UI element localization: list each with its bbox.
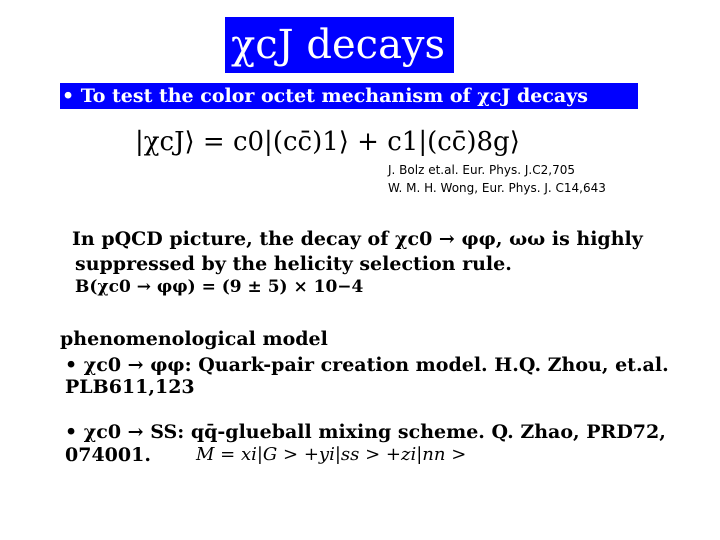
model-heading: phenomenological model [60, 328, 328, 350]
bullet-1-line-2: PLB611,123 [65, 376, 195, 398]
bullet-2-line-1: • χc0 → SS: qq̄-glueball mixing scheme. Q. Zhao, PRD72, [65, 421, 666, 443]
bullet-2-line-2: 074001. [65, 444, 151, 466]
reference-2: W. M. H. Wong, Eur. Phys. J. C14,643 [388, 181, 606, 195]
state-formula: |χcJ⟩ = c0|(cc̄)1⟩ + c1|(cc̄)8g⟩ [135, 127, 520, 157]
branching-ratio: B(χc0 → φφ) = (9 ± 5) × 10−4 [75, 277, 364, 297]
reference-1: J. Bolz et.al. Eur. Phys. J.C2,705 [388, 163, 575, 177]
pqcd-line-1: In pQCD picture, the decay of χc0 → φφ, ωω is highly [72, 228, 643, 250]
banner-bullet: • To test the color octet mechanism of χcJ decays [60, 83, 638, 109]
mixing-formula: M = xi|G > +yi|ss > +zi|nn > [196, 444, 467, 465]
slide-title: χcJ decays [225, 17, 454, 73]
pqcd-line-2: suppressed by the helicity selection rule. [75, 253, 512, 275]
bullet-1-line-1: • χc0 → φφ: Quark-pair creation model. H.Q. Zhou, et.al. [65, 354, 669, 376]
